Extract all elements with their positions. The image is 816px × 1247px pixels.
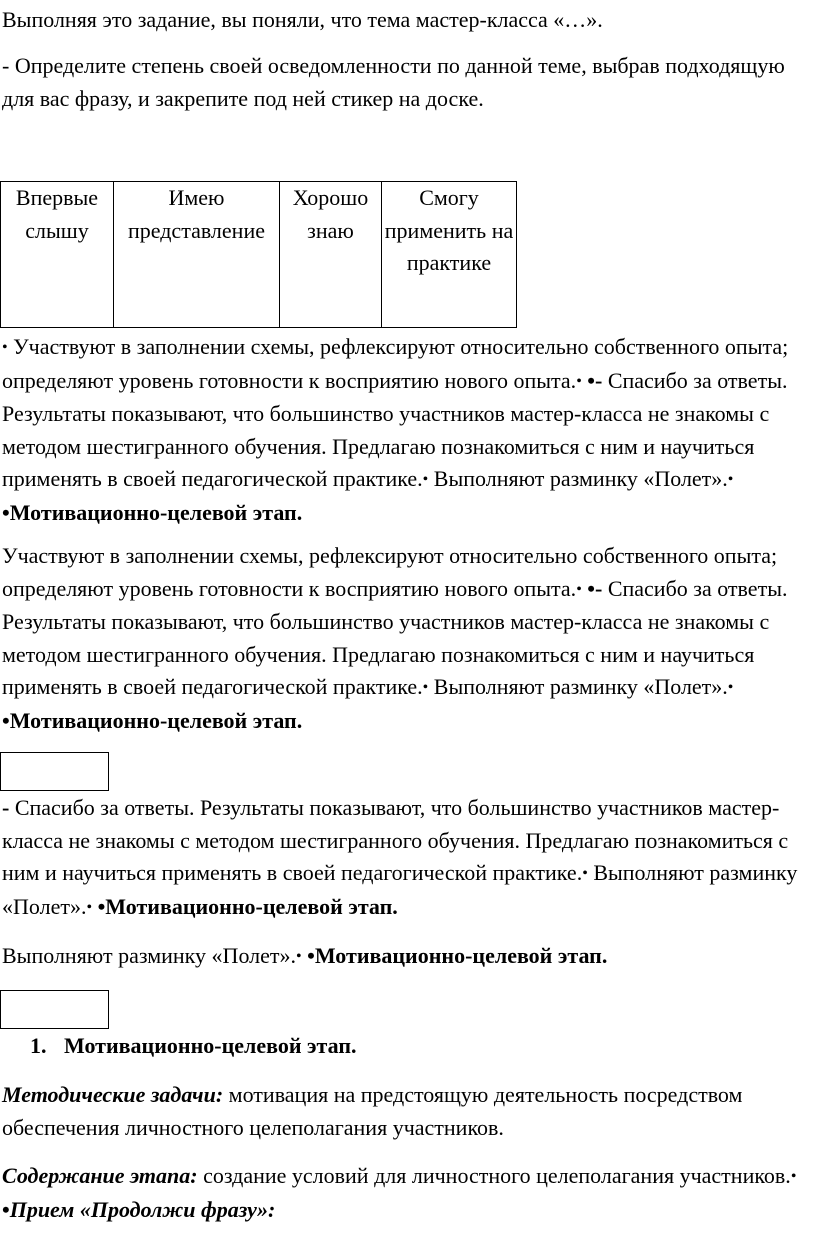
list-number: 1. (30, 1033, 47, 1058)
participate-text: Участвуют в заполнении схемы, рефлексируют относительно собственного опыта; определяют уровень готовности к восприятию нового опыта. (2, 543, 778, 601)
table-row (1, 182, 517, 328)
stage-content-label: Содержание этапа: (2, 1163, 198, 1188)
warmup-text: Выполняют разминку «Полет». (433, 674, 728, 699)
intro-line: Выполняя это задание, вы поняли, что тема мастер-класса «…». (2, 7, 603, 32)
stage-content-paragraph (2, 1160, 812, 1226)
awareness-table (0, 181, 517, 328)
participate-text: Участвуют в заполнении схемы, рефлексируют относительно собственного опыта; определяют уровень готовности к восприятию нового опыта. (2, 334, 789, 393)
bullet-icon: • (307, 943, 315, 968)
stage-title: Мотивационно-целевой этап. (9, 707, 303, 733)
bullet-icon: • (422, 471, 429, 488)
bullet-icon: • (582, 865, 588, 882)
warmup-text: Выполняют разминку «Полет». (2, 943, 297, 968)
dash: - (595, 575, 603, 601)
paragraph-2 (2, 540, 812, 737)
bullet-icon: • (2, 1196, 10, 1222)
table-cell-can-apply: Смогу применить на практике (382, 182, 517, 328)
thanks-text: Спасибо за ответы. Результаты показывают, что большинство участников мастер-класса не знакомы с методом шестигранного обучения. Предлагаю познакомиться с ним и научиться применять в своей педагогической практике. (2, 575, 788, 699)
bullet-icon: • (587, 367, 595, 393)
instruction-paragraph: - Определите степень своей осведомленности по данной теме, выбрав подходящую для вас фразу, и закрепите под ней стикер на доске. (2, 53, 785, 111)
bullet-icon: • (2, 499, 10, 525)
bullet-icon: • (790, 1168, 797, 1185)
bullet-icon: • (727, 679, 734, 696)
warmup-text: Выполняют разминку «Полет». (2, 860, 798, 919)
bullet-icon: • (296, 948, 302, 965)
bullet-icon: • (97, 893, 106, 919)
technique-label: Прием «Продолжи фразу»: (9, 1196, 276, 1222)
stage-title: Мотивационно-целевой этап. (314, 943, 608, 968)
sticker-box (0, 990, 109, 1029)
bullet-icon: • (727, 471, 734, 488)
table-cell-first-time: Впервые слышу (1, 182, 114, 328)
paragraph-4 (2, 940, 812, 974)
table-cell-have-idea: Имею представление (114, 182, 280, 328)
method-tasks-label: Методические задачи: (2, 1082, 224, 1107)
stage-content-text: создание условий для личностного целеполагания участников. (203, 1163, 791, 1188)
method-tasks-text: мотивация на предстоящую деятельность посредством обеспечения личностного целеполагания участников. (2, 1082, 743, 1140)
thanks-text: Спасибо за ответы. Результаты показывают, что большинство участников мастер-класса не знакомы с методом шестигранного обучения. Предлагаю познакомиться с ним и научиться применять в своей педагогической практике. (2, 367, 788, 491)
bullet-icon: • (576, 580, 582, 598)
bullet-icon: • (2, 339, 8, 356)
table-cell-know-well: Хорошо знаю (280, 182, 382, 328)
paragraph-3 (2, 792, 812, 924)
paragraph-1 (2, 331, 812, 529)
warmup-text: Выполняют разминку «Полет». (433, 466, 728, 491)
thanks-text: Спасибо за ответы. Результаты показывают, что большинство участников мастер-класса не знакомы с методом шестигранного обучения. Предлагаю познакомиться с ним и научиться применять в своей педагогической практике. (2, 795, 789, 885)
dash: - (2, 795, 10, 820)
stage-title: Мотивационно-целевой этап. (9, 499, 303, 525)
method-tasks-paragraph (2, 1079, 812, 1144)
sticker-box (0, 752, 109, 791)
bullet-icon: • (587, 575, 595, 601)
bullet-icon: • (422, 679, 429, 696)
numbered-heading (30, 1030, 357, 1063)
bullet-icon: • (86, 898, 93, 916)
numbered-heading-text: Мотивационно-целевой этап. (64, 1033, 357, 1058)
stage-title: Мотивационно-целевой этап. (105, 893, 398, 919)
bullet-icon: • (576, 372, 582, 390)
dash: - (595, 367, 603, 393)
bullet-icon: • (2, 707, 10, 733)
